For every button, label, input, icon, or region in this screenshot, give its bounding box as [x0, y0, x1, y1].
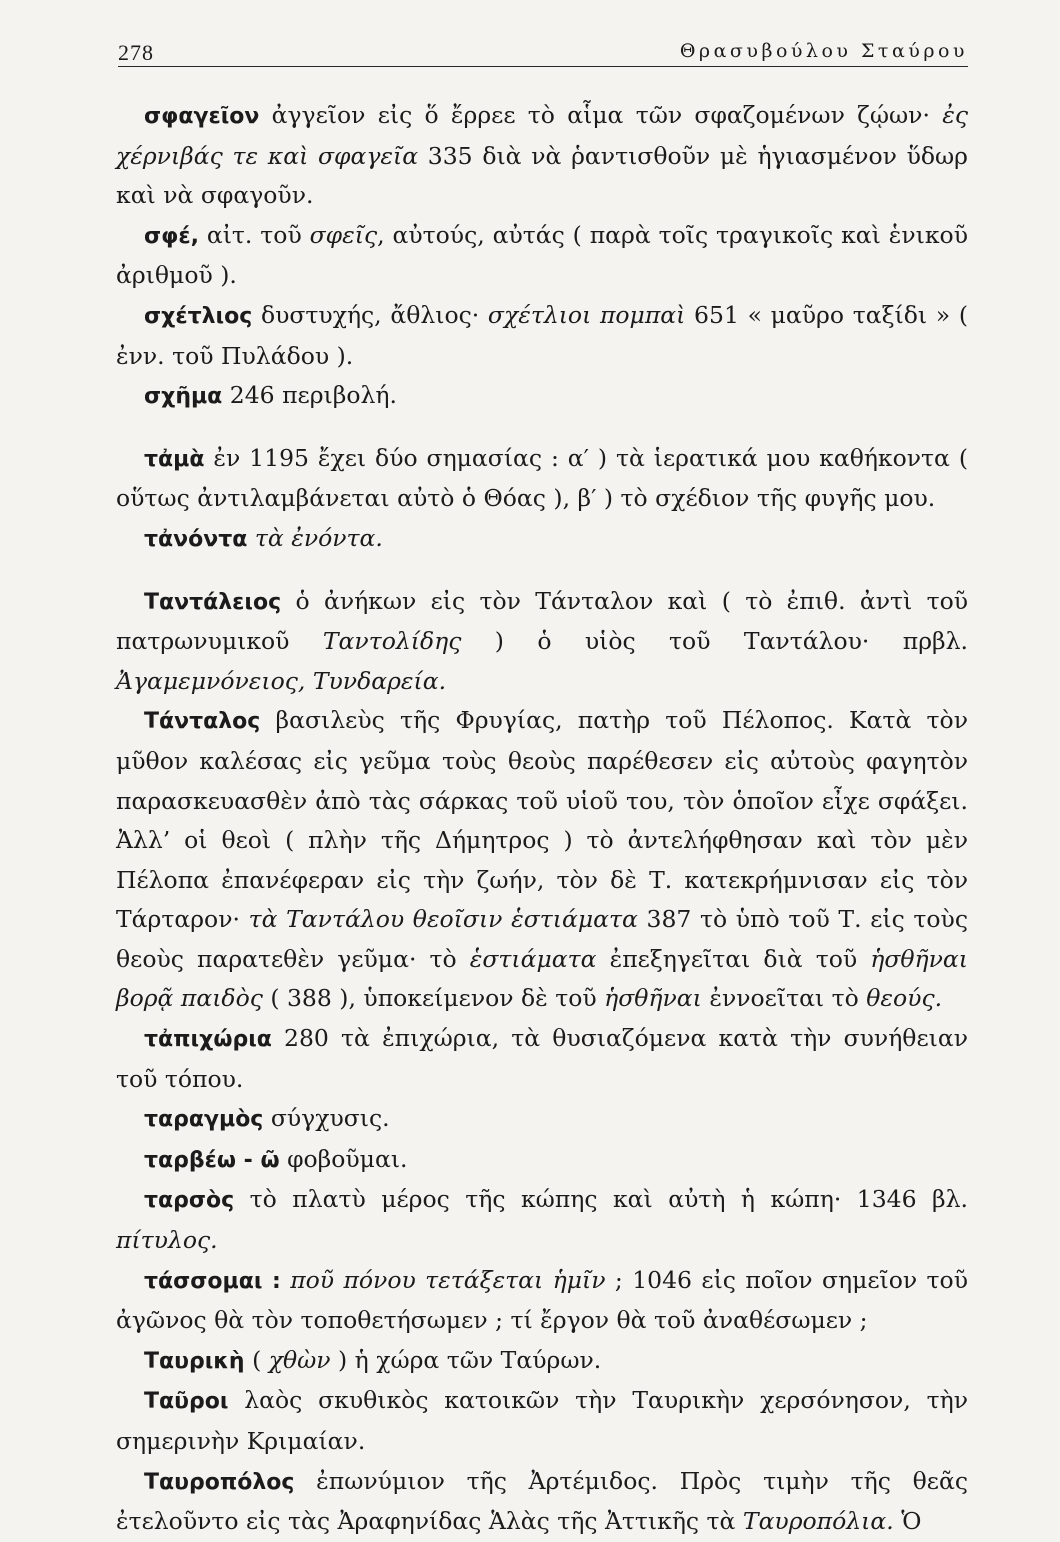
- entry-text: ἐννοεῖται τὸ: [701, 984, 867, 1013]
- entry-headword: σφέ,: [144, 223, 199, 249]
- entry-text: ἐπωνύμιον τῆς Ἀρτέμιδος. Πρὸς τιμὴν τῆς θεᾶς ἐτελοῦντο εἰς τὰς Ἀραφηνίδας Ἁλὰς τῆς Ἀττικῆς τὰ: [116, 1466, 968, 1536]
- glossary-entry: [116, 439, 968, 519]
- entry-text: λαὸς σκυθικὸς κατοικῶν τὴν Ταυρικὴν χερσόνησον, τὴν σημερινὴν Κριμαίαν.: [116, 1386, 968, 1455]
- entry-headword: Ταυρικὴ: [144, 1348, 245, 1374]
- entry-headword: σχέτλιος: [144, 303, 253, 329]
- entry-italic-text: ἐς χέρνιβάς τε καὶ σφαγεῖα: [116, 101, 968, 170]
- entry-text: , αὐτούς, αὐτάς ( παρὰ τοῖς τραγικοῖς καὶ ἑνικοῦ ἀριθμοῦ ).: [116, 220, 968, 290]
- entry-italic-text: Ταυροπόλια.: [742, 1507, 894, 1536]
- entry-headword: Τάνταλος: [144, 709, 261, 735]
- entry-italic-text: ποῦ πόνου τετάξεται ἡμῖν: [290, 1265, 606, 1294]
- glossary-entry: [116, 1180, 968, 1260]
- entry-text: τὸ πλατὺ μέρος τῆς κώπης καὶ αὐτὴ ἡ κώπη· 1346 βλ.: [234, 1185, 968, 1214]
- glossary-entry: [116, 582, 968, 702]
- glossary-entry: [116, 1099, 968, 1140]
- entry-italic-text: χθὼν: [268, 1345, 331, 1374]
- entry-text: 387 τὸ ὑπὸ τοῦ Τ. εἰς τοὺς θεοὺς παρατεθὲν γεῦμα· τὸ: [116, 905, 968, 973]
- entry-text: ὁ ἀνήκων εἰς τὸν Τάνταλον καὶ ( τὸ ἐπιθ. ἀντὶ τοῦ πατρωνυμικοῦ: [116, 586, 968, 656]
- glossary-entry: [116, 1341, 968, 1382]
- glossary-entry: [116, 1140, 968, 1181]
- glossary-entry: [116, 1019, 968, 1099]
- entry-italic-text: θεούς.: [866, 984, 943, 1013]
- entry-italic-text: ἡσθῆναι βορᾷ παιδὸς: [116, 944, 968, 1013]
- glossary-entries: [116, 96, 968, 1542]
- entry-text: ἀγγεῖον εἰς ὅ ἔρρεε τὸ αἷμα τῶν σφαζομένων ζῴων·: [259, 101, 943, 129]
- entry-text: [247, 524, 254, 552]
- glossary-entry: [116, 376, 968, 417]
- entry-text: φοβοῦμαι.: [279, 1144, 408, 1173]
- entry-headword: σφαγεῖον: [144, 104, 260, 129]
- page-number: 278: [118, 40, 154, 65]
- entry-headword: τάσσομαι :: [144, 1268, 281, 1294]
- entry-italic-text: σχέτλιοι πομπαὶ: [487, 300, 686, 329]
- glossary-entry: [116, 1381, 968, 1461]
- glossary-entry: [116, 296, 968, 376]
- glossary-entry: [116, 701, 968, 1019]
- entry-italic-text: Ταντολίδης: [322, 627, 462, 656]
- entry-text: ; 1046 εἰς ποῖον σημεῖον τοῦ ἀγῶνος θὰ τὸν τοποθετήσωμεν ; τί ἔργον θὰ τοῦ ἀναθέσωμεν ;: [116, 1265, 968, 1335]
- entry-headword: σχῆμα: [144, 384, 223, 410]
- entry-text: (: [244, 1345, 269, 1374]
- entry-headword: Ταῦροι: [144, 1389, 229, 1415]
- entry-text: 651 « μαῦρο ταξίδι » ( ἐνν. τοῦ Πυλάδου ).: [116, 300, 968, 370]
- entry-italic-text: πίτυλος.: [116, 1226, 218, 1255]
- entry-text: δυστυχής, ἄθλιος·: [252, 300, 488, 329]
- glossary-entry: [116, 1462, 968, 1542]
- entry-text: αἰτ. τοῦ: [198, 220, 310, 249]
- entry-text: Ὁ: [893, 1507, 922, 1536]
- entry-headword: ταραγμὸς: [144, 1107, 264, 1133]
- entry-text: σύγχυσις.: [263, 1104, 390, 1133]
- entry-italic-text: τὰ Ταντάλου θεοῖσιν ἑστιάματα: [248, 905, 638, 934]
- entry-text: ἐπεξηγεῖται διὰ τοῦ: [596, 944, 871, 973]
- entry-text: ἐν 1195 ἔχει δύο σημασίας : α′ ) τὰ ἱερατικά μου καθήκοντα ( οὕτως ἀντιλαμβάνεται αὐτὸ ὁ Θόας ), β′ ) τὸ σχέδιον τῆς φυγῆς μου.: [116, 443, 968, 513]
- glossary-entry: [116, 519, 968, 560]
- entry-text: 335 διὰ νὰ ῥαντισθοῦν μὲ ἡγιασμένον ὕδωρ καὶ νὰ σφαγοῦν.: [116, 141, 968, 210]
- running-head: Θρασυβούλου Σταύρου: [679, 40, 968, 62]
- glossary-entry: [116, 216, 968, 296]
- glossary-entry: [116, 96, 968, 216]
- entry-headword: ταρβέω - ῶ: [144, 1147, 280, 1173]
- entry-text: ) ἡ χώρα τῶν Ταύρων.: [330, 1345, 602, 1374]
- entry-text: βασιλεὺς τῆς Φρυγίας, πατὴρ τοῦ Πέλοπος. Κατὰ τὸν μῦθον καλέσας εἰς γεῦμα τοὺς θεοὺς παρέθεσεν εἰς αὐτοὺς φαγητὸν παρασκευασθὲν ἀπὸ τὰς σάρκας τοῦ υἱοῦ του, τὸν ὁποῖον εἶχε σφάξει. Ἀλλ’ οἱ θεοὶ ( πλὴν τῆς Δήμητρος ) τὸ ἀντελήφθησαν καὶ τὸν μὲν Πέλοπα ἐπανέφεραν εἰς τὴν ζωήν, τὸν δὲ Τ. κατεκρήμνισαν εἰς τὸν Τάρταρον·: [116, 706, 968, 934]
- entry-text: ( 388 ), ὑποκείμενον δὲ τοῦ: [262, 984, 605, 1013]
- page-header: [118, 30, 968, 67]
- entry-italic-text: τὰ ἐνόντα.: [254, 523, 383, 552]
- entry-text: 246 περιβολή.: [222, 381, 397, 410]
- entry-headword: τἀπιχώρια: [144, 1027, 272, 1053]
- entry-text: ) ὁ υἱὸς τοῦ Ταντάλου· πρβλ.: [461, 627, 968, 656]
- entry-headword: Ταυροπόλος: [144, 1469, 295, 1495]
- entry-text: [281, 1266, 290, 1294]
- entry-italic-text: ἡσθῆναι: [604, 984, 702, 1013]
- entry-headword: τἀνόντα: [144, 526, 248, 552]
- entry-italic-text: σφεῖς: [309, 220, 378, 249]
- entry-italic-text: ἑστιάματα: [469, 944, 597, 973]
- entry-headword: Ταντάλειος: [144, 589, 282, 615]
- glossary-entry: [116, 1261, 968, 1341]
- entry-italic-text: Ἀγαμεμνόνειος, Τυνδαρεία.: [116, 666, 447, 695]
- entry-text: 280 τὰ ἐπιχώρια, τὰ θυσιαζόμενα κατὰ τὴν συνήθειαν τοῦ τόπου.: [116, 1024, 968, 1093]
- entry-headword: τἀμὰ: [144, 446, 205, 472]
- entry-headword: ταρσὸς: [144, 1188, 235, 1214]
